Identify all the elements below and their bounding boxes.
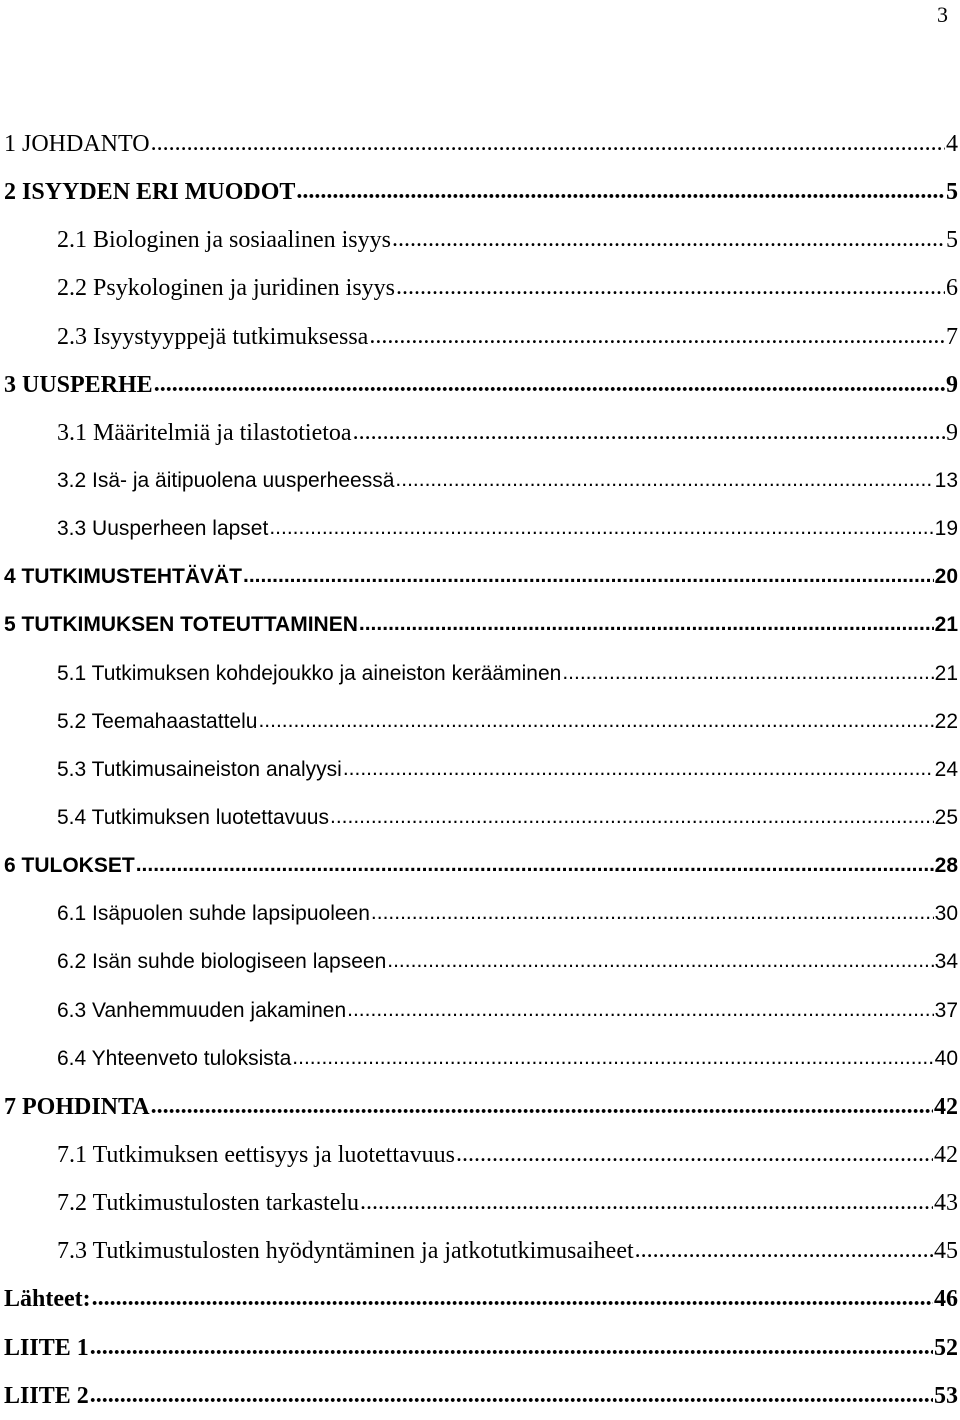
toc-entry-page-number: 20 [934,565,958,589]
toc-entry-label: 4 TUTKIMUSTEHTÄVÄT [4,565,242,589]
toc-entry-page-number: 52 [934,1334,958,1361]
toc-entry[interactable] [0,842,958,890]
toc-entry-label: 7.3 Tutkimustulosten hyödyntäminen ja jatkotutkimusaiheet [57,1238,634,1265]
toc-dot-leader [343,745,934,793]
toc-entry-page-number: 21 [934,661,958,685]
toc-dot-leader [151,1082,933,1130]
toc-entry[interactable] [0,361,958,409]
toc-dot-leader [243,552,934,600]
toc-entry-label: 3.3 Uusperheen lapset [57,517,269,541]
toc-entry-label: 6.4 Yhteenveto tuloksista [57,1046,292,1070]
toc-entry[interactable] [0,794,958,842]
toc-dot-leader [296,167,945,215]
toc-entry-label: 6.2 Isän suhde biologiseen lapseen [57,950,387,974]
toc-dot-leader [387,937,933,985]
toc-dot-leader [154,360,945,408]
toc-entry-label: LIITE 1 [4,1334,89,1361]
toc-entry[interactable] [0,457,958,505]
toc-entry[interactable] [0,120,958,168]
toc-entry[interactable] [0,409,958,457]
toc-entry[interactable] [0,264,958,312]
toc-entry[interactable] [0,890,958,938]
toc-entry-page-number: 7 [946,323,958,350]
toc-entry[interactable] [0,1275,958,1323]
toc-dot-leader [90,1371,933,1419]
toc-entry-label: 6.3 Vanhemmuuden jakaminen [57,998,347,1022]
toc-entry[interactable] [0,1083,958,1131]
toc-entry-label: 7 POHDINTA [4,1093,150,1120]
toc-entry[interactable] [0,1227,958,1275]
toc-entry-page-number: 5 [946,227,958,254]
toc-entry-page-number: 24 [934,757,958,781]
toc-entry[interactable] [0,601,958,649]
toc-dot-leader [456,1130,933,1178]
toc-entry[interactable] [0,746,958,794]
toc-entry-label: Lähteet: [4,1286,91,1313]
toc-entry-page-number: 42 [934,1141,958,1168]
toc-entry-page-number: 9 [946,419,958,446]
toc-entry-page-number: 43 [934,1190,958,1217]
toc-dot-leader [330,793,934,841]
toc-dot-leader [92,1274,933,1322]
toc-entry-page-number: 5 [946,179,958,206]
toc-entry[interactable] [0,987,958,1035]
toc-entry[interactable] [0,553,958,601]
toc-entry-label: 5.4 Tutkimuksen luotettavuus [57,805,329,829]
toc-dot-leader [360,1178,933,1226]
toc-entry-label: 3 UUSPERHE [4,371,153,398]
toc-entry[interactable] [0,650,958,698]
toc-entry-page-number: 4 [946,131,958,157]
toc-entry[interactable] [0,505,958,553]
toc-entry-label: 5 TUTKIMUKSEN TOTEUTTAMINEN [4,613,358,637]
toc-entry-label: 2.3 Isyystyyppejä tutkimuksessa [57,323,369,350]
toc-entry-page-number: 42 [934,1093,958,1120]
toc-dot-leader [90,1323,933,1371]
toc-entry[interactable] [0,1035,958,1083]
toc-entry-label: 7.2 Tutkimustulosten tarkastelu [57,1190,360,1217]
toc-dot-leader [369,312,945,360]
toc-entry-label: 7.1 Tutkimuksen eettisyys ja luotettavuus [57,1141,456,1168]
toc-dot-leader [353,408,945,456]
toc-entry-page-number: 37 [934,998,958,1022]
toc-entry-label: 2 ISYYDEN ERI MUODOT [4,179,296,206]
toc-entry-page-number: 46 [934,1286,958,1313]
toc-dot-leader [635,1226,933,1274]
toc-entry-page-number: 13 [934,468,958,492]
toc-dot-leader [392,215,945,263]
toc-dot-leader [151,119,945,167]
toc-entry-page-number: 25 [934,805,958,829]
toc-entry-label: 6.1 Isäpuolen suhde lapsipuoleen [57,902,370,926]
toc-entry-page-number: 6 [946,275,958,302]
toc-entry[interactable] [0,1179,958,1227]
toc-entry-label: 5.1 Tutkimuksen kohdejoukko ja aineiston kerääminen [57,661,562,685]
toc-dot-leader [396,263,945,311]
toc-dot-leader [562,649,933,697]
toc-dot-leader [395,456,933,504]
toc-entry[interactable] [0,216,958,264]
toc-entry-page-number: 28 [934,854,958,878]
toc-entry-label: 5.3 Tutkimusaineiston analyysi [57,757,342,781]
toc-entry[interactable] [0,698,958,746]
toc-dot-leader [359,600,934,648]
toc-entry-page-number: 19 [934,517,958,541]
toc-entry-page-number: 45 [934,1238,958,1265]
page-number: 3 [937,2,948,27]
toc-entry-page-number: 21 [934,613,958,637]
toc-entry-label: 3.2 Isä- ja äitipuolena uusperheessä [57,468,395,492]
toc-entry-page-number: 30 [934,902,958,926]
toc-entry-label: 2.2 Psykologinen ja juridinen isyys [57,275,395,302]
toc-entry[interactable] [0,1131,958,1179]
toc-entry-label: 2.1 Biologinen ja sosiaalinen isyys [57,227,391,254]
toc-entry-label: 1 JOHDANTO [4,131,150,157]
toc-entry-label: 3.1 Määritelmiä ja tilastotietoa [57,419,352,446]
toc-entry-page-number: 34 [934,950,958,974]
toc-dot-leader [136,841,934,889]
toc-entry-page-number: 40 [934,1046,958,1070]
toc-entry-page-number: 53 [934,1382,958,1409]
toc-entry[interactable] [0,938,958,986]
toc-entry-label: 5.2 Teemahaastattelu [57,709,258,733]
toc-entry[interactable] [0,1324,958,1372]
toc-entry[interactable] [0,313,958,361]
toc-entry-page-number: 22 [934,709,958,733]
toc-entry[interactable] [0,168,958,216]
toc-entry-page-number: 9 [946,371,958,398]
toc-dot-leader [258,697,933,745]
toc-entry-label: LIITE 2 [4,1382,89,1409]
toc-dot-leader [347,986,934,1034]
toc-dot-leader [292,1034,933,1082]
toc-entry-label: 6 TULOKSET [4,854,135,878]
toc-dot-leader [269,504,933,552]
table-of-contents [0,120,958,1420]
toc-dot-leader [371,889,934,937]
